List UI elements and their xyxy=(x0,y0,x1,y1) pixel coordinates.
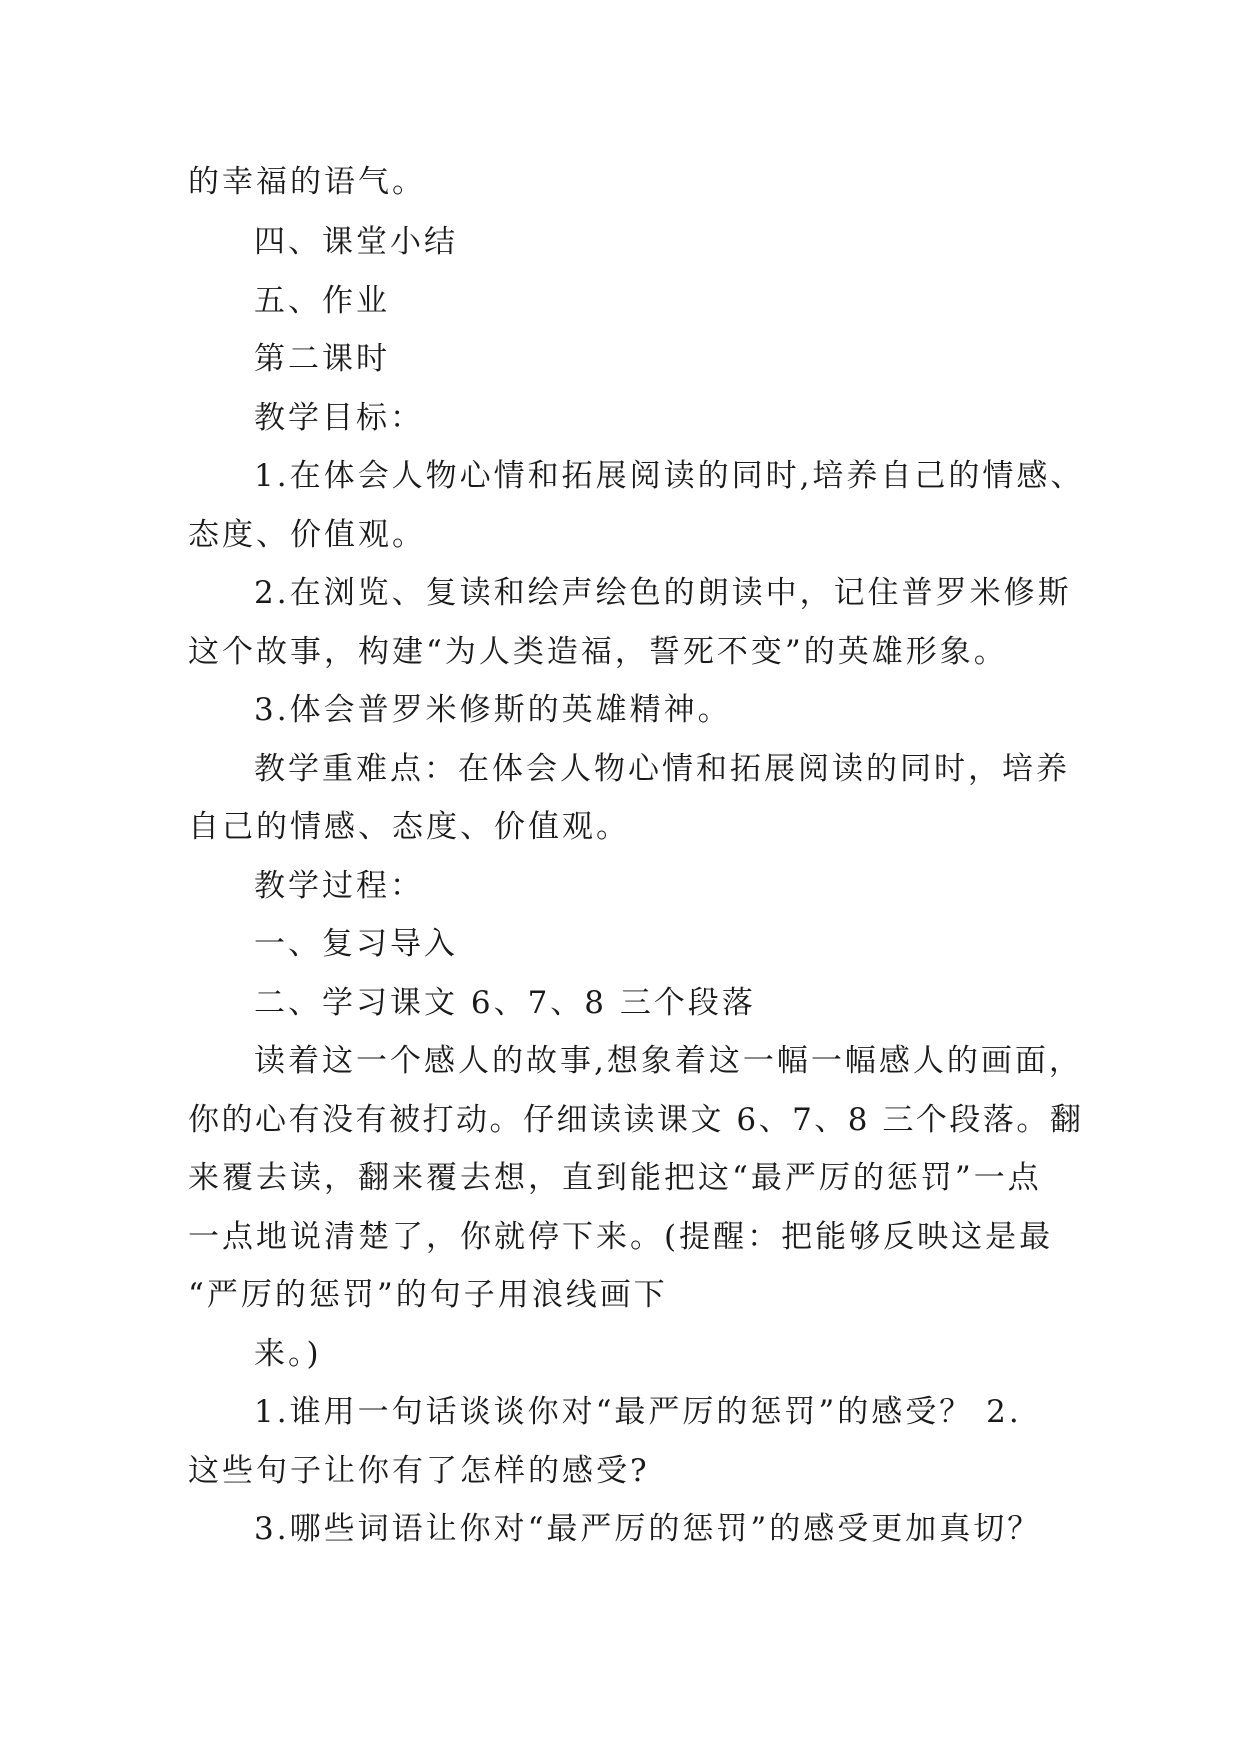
text-line: 读着这一个感人的故事,想象着这一幅一幅感人的画面， xyxy=(254,1043,1083,1079)
text-line: 态度、价值观。 xyxy=(188,517,426,553)
text-line: 二、学习课文 6、7、8 三个段落 xyxy=(254,985,756,1021)
text-line: 的幸福的语气。 xyxy=(188,164,426,200)
text-line: 1.在体会人物心情和拓展阅读的同时,培养自己的情感、 xyxy=(254,458,1085,494)
text-line: 教学过程： xyxy=(254,868,424,904)
text-line: 2.在浏览、复读和绘声绘色的朗读中，记住普罗米修斯 xyxy=(254,575,1072,611)
text-line: 3.体会普罗米修斯的英雄精神。 xyxy=(254,692,732,728)
text-line: 第二课时 xyxy=(254,341,390,377)
text-line: 一、复习导入 xyxy=(254,926,458,962)
text-line: 3.哪些词语让你对“最严厉的惩罚”的感受更加真切？ xyxy=(254,1511,1042,1547)
text-line: 你的心有没有被打动。仔细读读课文 6、7、8 三个段落。翻 xyxy=(188,1102,1084,1138)
text-line: 来覆去读，翻来覆去想，直到能把这“最严厉的惩罚”一点 xyxy=(188,1160,1042,1196)
text-line: 教学目标： xyxy=(254,400,424,436)
text-line: 一点地说清楚了，你就停下来。(提醒：把能够反映这是最 xyxy=(188,1219,1054,1255)
text-line: 1.谁用一句话谈谈你对“最严厉的惩罚”的感受？ 2. xyxy=(254,1394,1022,1430)
text-line: 教学重难点：在体会人物心情和拓展阅读的同时，培养 xyxy=(254,751,1070,787)
text-line: 五、作业 xyxy=(254,283,390,319)
text-line: 来。) xyxy=(254,1336,322,1372)
text-line: 四、课堂小结 xyxy=(254,224,458,260)
text-line: 这个故事，构建“为人类造福，誓死不变”的英雄形象。 xyxy=(188,634,1008,670)
text-line: “严厉的惩罚”的句子用浪线画下 xyxy=(188,1277,668,1313)
text-line: 自己的情感、态度、价值观。 xyxy=(188,809,630,845)
text-line: 这些句子让你有了怎样的感受? xyxy=(188,1453,650,1489)
